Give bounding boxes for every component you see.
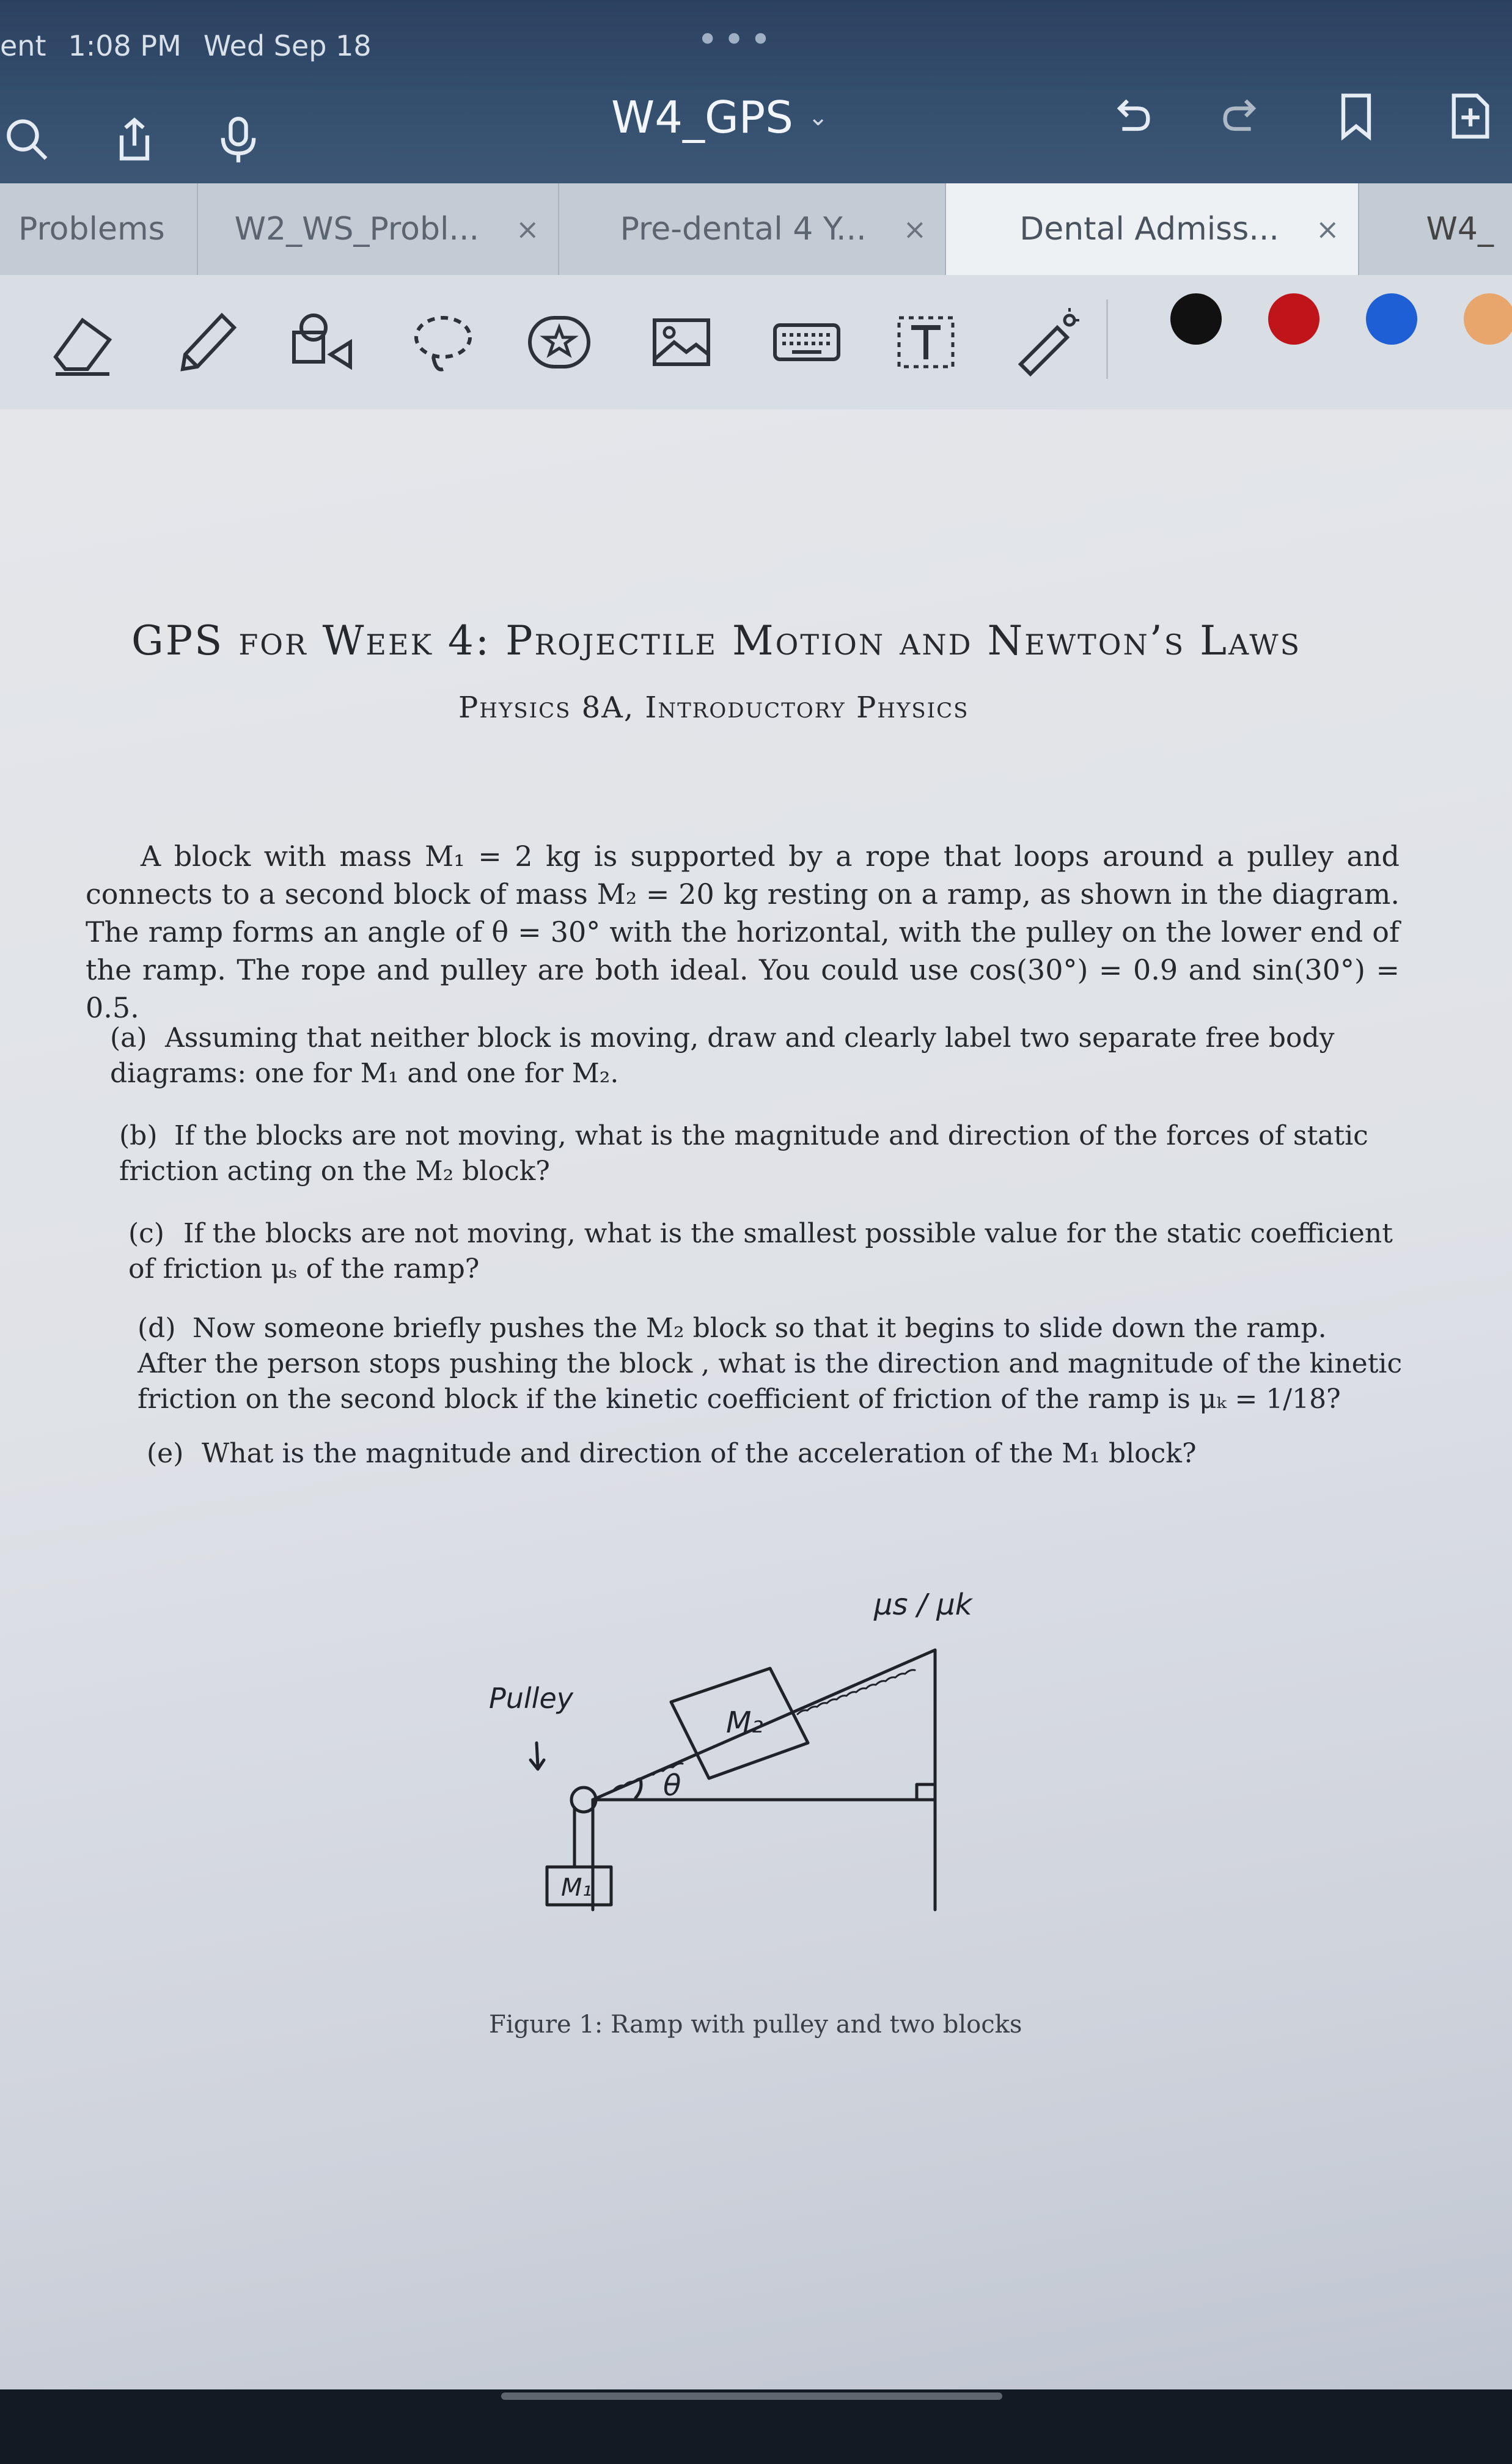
shapes-icon[interactable] xyxy=(275,299,367,385)
question-part-d xyxy=(138,1311,1403,1417)
sticker-icon[interactable] xyxy=(513,299,605,385)
tab-w4[interactable] xyxy=(1359,183,1512,275)
carrier-text: ent xyxy=(0,29,46,62)
pencil-icon[interactable] xyxy=(159,299,251,385)
close-icon[interactable]: × xyxy=(1315,213,1340,246)
close-icon[interactable]: × xyxy=(903,213,927,246)
color-swatch-red[interactable] xyxy=(1268,293,1319,345)
tab-label: Pre-dental 4 Y... xyxy=(620,211,867,248)
friction-label: μs / μk xyxy=(874,1588,972,1622)
document-title-menu[interactable] xyxy=(611,92,828,143)
color-swatch-peach[interactable] xyxy=(1464,293,1512,345)
tab-pre-dental[interactable] xyxy=(559,183,947,275)
tab-problems[interactable] xyxy=(0,183,198,275)
part-text: If the blocks are not moving, what is the smallest possible value for the static coefficient of friction μₛ of the ramp? xyxy=(128,1218,1393,1285)
color-swatch-blue[interactable] xyxy=(1366,293,1417,345)
document-page[interactable] xyxy=(0,409,1512,2389)
redo-icon[interactable] xyxy=(1213,86,1274,147)
status-time: 1:08 PM xyxy=(68,29,182,62)
question-part-b xyxy=(119,1118,1400,1189)
toolbar-divider xyxy=(1106,299,1108,379)
page-subtitle: Physics 8A, Introductory Physics xyxy=(458,691,969,725)
tab-label: Problems xyxy=(18,211,165,248)
search-icon[interactable] xyxy=(0,110,61,171)
part-text: If the blocks are not moving, what is the magnitude and direction of the forces of static friction acting on the M₂ block? xyxy=(119,1120,1368,1187)
m2-label: M₂ xyxy=(726,1706,763,1740)
question-part-c xyxy=(128,1216,1400,1287)
pulley-arrow xyxy=(537,1743,538,1766)
tab-label: W2_WS_Probl... xyxy=(234,211,480,248)
undo-icon[interactable] xyxy=(1099,86,1161,147)
part-text: Assuming that neither block is moving, draw and clearly label two separate free body diagrams: one for M₁ and one for M₂. xyxy=(110,1022,1335,1089)
part-label: (d) xyxy=(138,1313,176,1344)
top-toolbar xyxy=(0,0,1512,183)
eraser-icon[interactable] xyxy=(37,299,128,385)
color-swatch-black[interactable] xyxy=(1170,293,1222,345)
part-text: Now someone briefly pushes the M₂ block so that it begins to slide down the ramp. After the person stops pushing the block , what is the direction and magnitude of the kinetic friction on the second block if the kinetic coefficient of friction of the ramp is μₖ = 1/18? xyxy=(138,1313,1403,1415)
text-tool-icon[interactable] xyxy=(880,299,972,385)
image-icon[interactable] xyxy=(636,299,727,385)
tab-label: W4_ xyxy=(1426,211,1494,248)
add-page-icon[interactable] xyxy=(1439,86,1500,147)
ramp-diagram xyxy=(452,1558,1039,1986)
figure-caption: Figure 1: Ramp with pulley and two blocks xyxy=(489,2011,1022,2039)
part-label: (c) xyxy=(128,1218,164,1249)
problem-intro: A block with mass M₁ = 2 kg is supported by a rope that loops around a pulley and connects to a second block of mass M₂ = 20 kg resting on a ramp, as shown in the diagram. The ramp forms an angle of θ = 30° with the horizontal, with the pulley on the lower end of the ramp. The rope and pulley are both ideal. You could use cos(30°) = 0.9 and sin(30°) = 0.5. xyxy=(86,840,1400,1024)
pulley-label: Pulley xyxy=(489,1682,573,1715)
part-text: What is the magnitude and direction of the acceleration of the M₁ block? xyxy=(202,1438,1197,1469)
status-bar xyxy=(0,24,372,67)
status-date: Wed Sep 18 xyxy=(203,29,372,62)
m1-label: M₁ xyxy=(561,1874,592,1902)
question-part-a xyxy=(110,1021,1400,1091)
part-label: (e) xyxy=(147,1438,184,1469)
chevron-down-icon: ⌄ xyxy=(807,103,829,131)
microphone-icon[interactable] xyxy=(208,110,269,171)
friction-surface xyxy=(614,1670,915,1789)
window-grabber[interactable]: ••• xyxy=(697,18,777,61)
tab-w2-ws-problems[interactable] xyxy=(198,183,559,275)
right-angle-mark xyxy=(917,1784,935,1800)
screen-bezel xyxy=(0,2389,1512,2464)
bookmark-icon[interactable] xyxy=(1326,86,1387,147)
part-label: (a) xyxy=(110,1022,147,1054)
page-title: GPS for Week 4: Projectile Motion and Newton’s Laws xyxy=(131,617,1302,664)
question-part-e xyxy=(147,1436,1400,1472)
share-icon[interactable] xyxy=(104,110,165,171)
home-indicator[interactable] xyxy=(501,2392,1002,2400)
document-title: W4_GPS xyxy=(611,92,793,143)
lasso-icon[interactable] xyxy=(397,299,489,385)
close-icon[interactable]: × xyxy=(516,213,540,246)
angle-label: θ xyxy=(663,1769,681,1803)
laser-pointer-icon[interactable] xyxy=(999,299,1091,385)
tab-label: Dental Admiss... xyxy=(1019,211,1279,248)
keyboard-icon[interactable] xyxy=(761,299,853,385)
tab-bar xyxy=(0,183,1512,275)
tab-dental-admissions[interactable] xyxy=(946,183,1359,275)
part-label: (b) xyxy=(119,1120,158,1151)
